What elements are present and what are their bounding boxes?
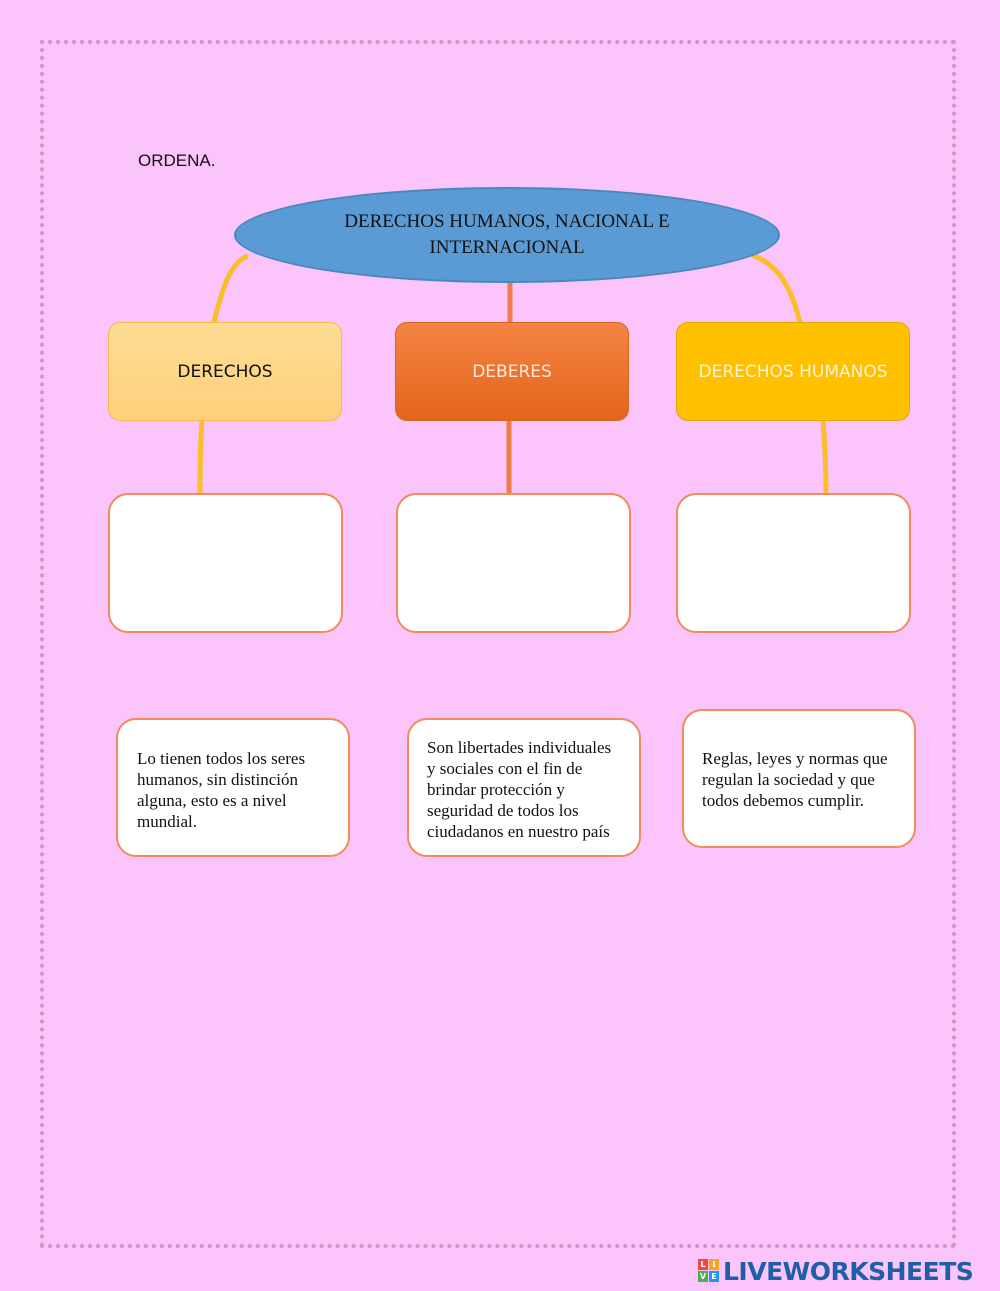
definition-text-3: Reglas, leyes y normas que regulan la sociedad y que todos debemos cumplir. <box>702 749 888 810</box>
category-derechos-label: DERECHOS <box>177 361 273 382</box>
category-derechos-humanos <box>676 322 910 421</box>
definition-text-2: Son libertades individuales y sociales con el fin de brindar protección y seguridad de todos los ciudadanos en nuestro país <box>427 738 612 841</box>
root-topic-label: DERECHOS HUMANOS, NACIONAL E INTERNACIONAL <box>344 211 670 258</box>
definition-card-1[interactable] <box>116 718 350 857</box>
liveworksheets-logo <box>698 1258 973 1284</box>
instruction-text: ORDENA. <box>138 151 216 170</box>
liveworksheets-logo-text: LIVEWORKSHEETS <box>723 1256 974 1286</box>
definition-card-2[interactable] <box>407 718 641 857</box>
root-topic-ellipse <box>234 187 780 283</box>
connector-derechos-drop <box>200 421 202 493</box>
drop-target-deberes[interactable] <box>396 493 631 633</box>
category-deberes <box>395 322 629 421</box>
connector-dh-drop <box>823 421 826 493</box>
category-derechos-humanos-label: DERECHOS HUMANOS <box>698 361 888 382</box>
definition-text-1: Lo tienen todos los seres humanos, sin distinción alguna, esto es a nivel mundial. <box>137 749 306 831</box>
connector-root-dh <box>752 255 800 323</box>
category-derechos <box>108 322 342 421</box>
definition-card-3[interactable] <box>682 709 916 848</box>
liveworksheets-logo-icon: L I V E <box>698 1259 720 1283</box>
drop-target-derechos-humanos[interactable] <box>676 493 911 633</box>
connector-root-derechos <box>214 256 248 322</box>
category-deberes-label: DEBERES <box>472 361 552 382</box>
drop-target-derechos[interactable] <box>108 493 343 633</box>
